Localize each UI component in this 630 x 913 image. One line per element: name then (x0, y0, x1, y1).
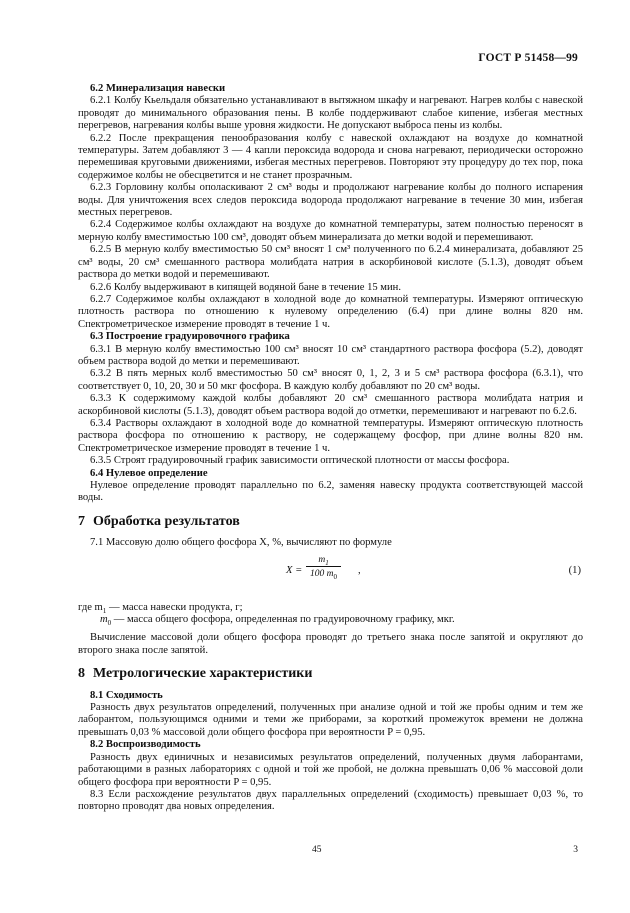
paragraph-8-1: Разность двух результатов определений, полученных при анализе одной и той же пробы одним и тем же лаборантом, пользующимся одними и теми же приборами, за короткий промежуток времени не должна превышать 0,03 % массовой доли общего фосфора при вероятности P = 0,95. (78, 702, 583, 738)
section-6-2-title: 6.2 Минерализация навески (90, 83, 226, 94)
formula-lhs: X = (286, 564, 303, 576)
paragraph-6-2-7: 6.2.7 Содержимое колбы охлаждают в холодной воде до комнатной температуры. Измеряют оптическую плотность раствора по отношению к нулевому определению (6.4) при длине волны 820 нм. Спектрометрическое измерение проводят в течение 1 ч. (78, 293, 583, 330)
page-number: 45 (312, 845, 322, 855)
document-body (78, 83, 583, 814)
paragraph-6-2-2: 6.2.2 После прекращения пенообразования колбу с навеской охлаждают на воздухе до комнатной температуры. Затем добавляют 3 — 4 капли пероксида водорода и снова нагревают, периодически осторожно перемешивая круговыми движениями, избегая местных перегревов. Повторяют эту процедуру до тех пор, пока содержимое колбы не обесцветится и не станет прозрачным. (78, 132, 583, 181)
formula-numerator: $m_1$ (306, 554, 341, 567)
section-8-number: 8 (78, 666, 85, 682)
formula-fraction (306, 554, 341, 581)
paragraph-6-2-3: 6.2.3 Горловину колбы ополаскивают 2 см³ воды и продолжают нагревание колбы до полного испарения воды. Для уничтожения всех следов пероксида водорода продолжают нагревание в течение 30 мин, избегая местных перегревов. (78, 182, 583, 219)
variable-m0-definition: $m_0$ — масса общего фосфора, определенная по градуировочному графику, мкг. (100, 614, 455, 628)
paragraph-6-2-6: 6.2.6 Колбу выдерживают в кипящей водяной бане в течение 15 мин. (90, 281, 401, 293)
paragraph-6-4: Нулевое определение проводят параллельно по 6.2, заменяя навеску продукта соответствующей массой воды. (78, 480, 583, 504)
section-8-1-title: 8.1 Сходимость (90, 689, 163, 701)
paragraph-6-3-2: 6.3.2 В пять мерных колб вместимостью 50 см³ вносят 0, 1, 2, 3 и 5 см³ раствора фосфора (6.3.1), что соответствует 0, 10, 20, 30 и 50 мкг фосфора. В каждую колбу добавляют по 20 см³ воды. (78, 368, 583, 392)
paragraph-6-3-4: 6.3.4 Растворы охлаждают в холодной воде до комнатной температуры. Измеряют оптическую плотность раствора фосфора по отношению к раствору, не содержащему фосфор, при длине волны 820 нм. Спектрометрическое измерение проводят в течение 1 ч. (78, 417, 583, 454)
formula-comma: , (358, 564, 361, 576)
paragraph-8-3: 8.3 Если расхождение результатов двух параллельных определений (сходимость) превышает 0,03 %, то повторно проводят два новых определения. (78, 788, 583, 813)
section-8-heading (78, 668, 583, 680)
formula-1 (78, 552, 583, 596)
paragraph-6-2-5: 6.2.5 В мерную колбу вместимостью 50 см³ вносят 1 см³ полученного по 6.2.4 минерализата, добавляют 25 см³ воды, 20 см³ смешанного раствора молибдата натрия в аскорбиновой кислоте (5.1.3), доводят объем раствора до метки водой и перемешивают. (78, 244, 583, 281)
paragraph-6-3-5: 6.3.5 Строят градуировочный график зависимости оптической плотности от массы фосфора. (90, 455, 510, 467)
section-8-2-title: 8.2 Воспроизводимость (90, 739, 201, 751)
paragraph-7-calc: Вычисление массовой доли общего фосфора проводят до третьего знака после запятой и округляют до второго знака после запятой. (78, 632, 583, 656)
section-7-number: 7 (78, 513, 85, 529)
section-6-4-title: 6.4 Нулевое определение (90, 467, 208, 479)
paragraph-8-2: Разность двух единичных и независимых результатов определений, полученных двумя лаборантами, работающими в разных лабораториях с одной и той же пробой, не должна превышать 0,06 % массовой доли общего фосфора при вероятности P = 0,95. (78, 751, 583, 788)
paragraph-6-3-1: 6.3.1 В мерную колбу вместимостью 100 см³ вносят 10 см³ стандартного раствора фосфора (5.2), доводят объем раствора водой до метки и перемешивают. (78, 343, 583, 367)
formula-number: (1) (568, 564, 581, 576)
paragraph-6-2-1: 6.2.1 Колбу Кьельдаля обязательно устанавливают в вытяжном шкафу и нагревают. Нагрев колбы с навеской проводят до минимального образования пены. В колбе поддерживают слабое кипение, избегая местных перегревов, нагревания колбы выше уровня жидкости. Не допускают выброса пены из колбы. (78, 95, 583, 132)
variable-m1-definition: где $m_1$ — масса навески продукта, г; (78, 601, 243, 615)
sheet-number: 3 (573, 845, 578, 855)
section-6-3-title: 6.3 Построение градуировочного графика (90, 331, 290, 343)
section-7-title: Обработка результатов (93, 513, 240, 529)
section-7-heading (78, 513, 583, 529)
paragraph-7-1: 7.1 Массовую долю общего фосфора X, %, вычисляют по формуле (90, 537, 392, 549)
section-8-title: Метрологические характеристики (93, 666, 313, 682)
paragraph-6-3-3: 6.3.3 К содержимому каждой колбы добавляют 20 см³ смешанного раствора молибдата натрия и аскорбиновой кислоты (5.1.3), доводят объем раствора водой до отметки, перемешивают и нагревают по 6.2.6. (78, 393, 583, 417)
paragraph-6-2-4: 6.2.4 Содержимое колбы охлаждают на воздухе до комнатной температуры, затем полностью переносят в мерную колбу вместимостью 100 см³, доводят объем минерализата до метки водой и перемешивают. (78, 219, 583, 243)
standard-header: ГОСТ Р 51458—99 (478, 52, 578, 64)
formula-denominator: 100 $m_0$ (310, 569, 337, 581)
